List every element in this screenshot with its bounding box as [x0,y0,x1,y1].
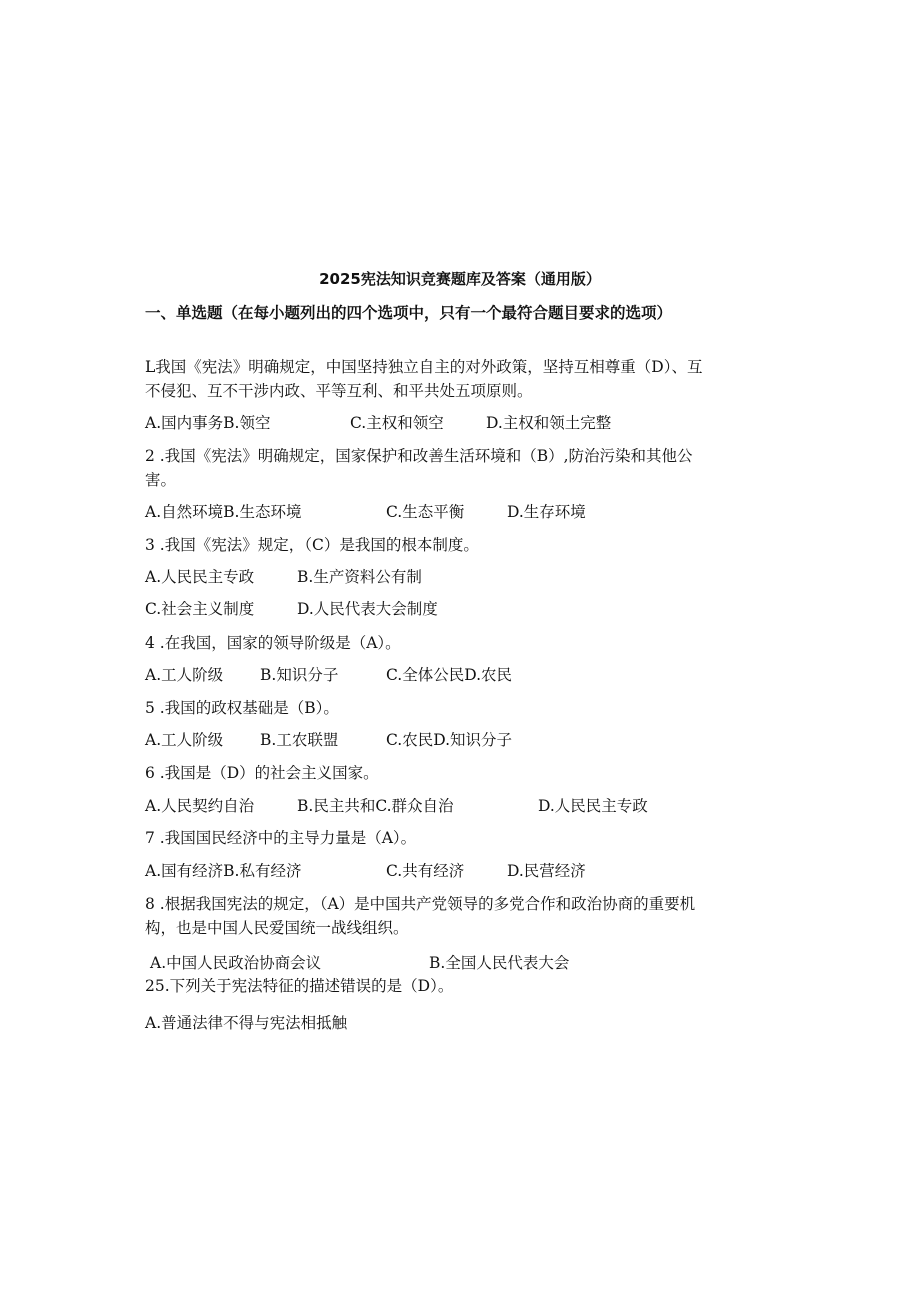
option: B.生产资料公有制 [297,568,422,586]
question-1-stem: L我国《宪法》明确规定，中国坚持独立自主的对外政策，坚持互相尊重（D）、互不侵犯、互不干涉内政、平等互利、和平共处五项原则。 [145,358,703,400]
option: A.普通法律不得与宪法相抵触 [145,1014,348,1032]
question-6-stem: 6 .我国是（D）的社会主义国家。 [145,764,379,782]
option: A.国内事务B.领空 [145,414,271,432]
question-3-stem: 3 .我国《宪法》规定，（C）是我国的根本制度。 [145,536,479,554]
option: D.民营经济 [507,862,586,880]
question-25-stem: 25.下列关于宪法特征的描述错误的是（D）。 [145,977,454,995]
option: A.工人阶级 [145,731,224,749]
option: C.社会主义制度 [145,600,255,618]
option: A.人民民主专政 [145,568,255,586]
option: B.知识分子 [260,666,339,684]
option: A.人民契约自治 [145,797,255,815]
option: D.主权和领土完整 [486,414,612,432]
question-8-stem: 8 .根据我国宪法的规定，（A）是中国共产党领导的多党合作和政治协商的重要机构，也是中国人民爱国统一战线组织。 [145,895,696,937]
option: B.民主共和C.群众自治 [297,797,454,815]
option: C.生态平衡 [386,503,465,521]
option: D.人民代表大会制度 [297,600,438,618]
option: A.工人阶级 [145,666,224,684]
option: D.生存环境 [507,503,586,521]
option: B.工农联盟 [260,731,339,749]
question-2-stem: 2 .我国《宪法》明确规定，国家保护和改善生活环境和（B）,防治污染和其他公害。 [145,447,693,489]
option: B.全国人民代表大会 [429,954,570,972]
option: C.全体公民D.农民 [386,666,513,684]
option: C.主权和领空 [350,414,444,432]
option: A.国有经济B.私有经济 [145,862,302,880]
question-7-stem: 7 .我国国民经济中的主导力量是（A）。 [145,829,417,847]
option: C.农民D.知识分子 [386,731,513,749]
question-5-stem: 5 .我国的政权基础是（B）。 [145,699,339,717]
document-title: 2025宪法知识竞赛题库及答案（通用版） [319,270,601,288]
question-4-stem: 4 .在我国，国家的领导阶级是（A）。 [145,634,401,652]
option: D.人民民主专政 [538,797,648,815]
option: A.自然环境B.生态环境 [145,503,302,521]
option: C.共有经济 [386,862,465,880]
option: A.中国人民政治协商会议 [150,954,322,972]
section-heading: 一、单选题（在每小题列出的四个选项中，只有一个最符合题目要求的选项） [145,304,673,322]
